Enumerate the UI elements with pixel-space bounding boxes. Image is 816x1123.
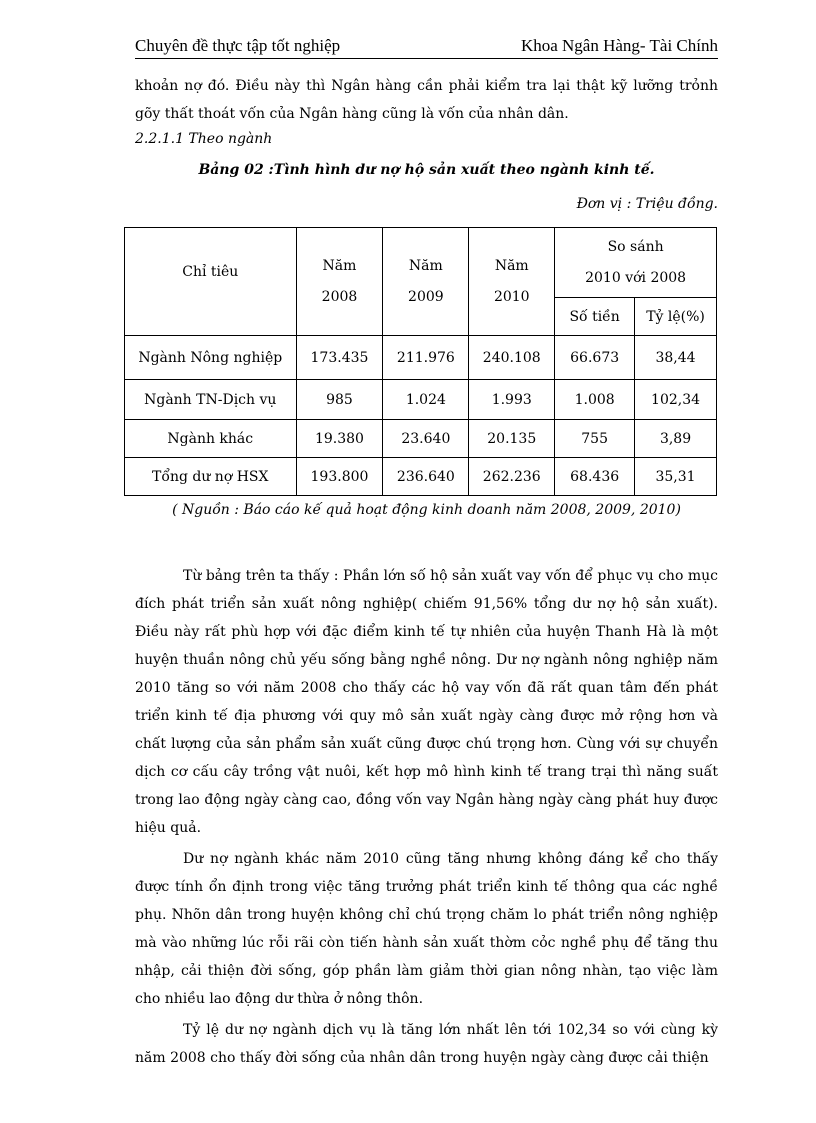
table-unit: Đơn vị : Triệu đồng. (576, 196, 718, 212)
cell-amount: 755 (555, 420, 635, 458)
header-year-2008: Năm 2008 (296, 228, 383, 336)
section-heading: 2.2.1.1 Theo ngành (135, 131, 273, 147)
header-year-2010: Năm 2010 (469, 228, 555, 336)
body-paragraph: Dư nợ ngành khác năm 2010 cũng tăng nhưng không đáng kể cho thấy được tính ổn định trong việc tăng trưởng phát triển kinh tế thông qua các nghề phụ. Nhõn dân trong huyện không chỉ chú trọng chăm lo phát triển nông nghiệp mà vào những lúc rỗi rãi còn tiến hành sản xuất thờm cỏc nghề phụ để tăng thu nhập, cải thiện đời sống, góp phần làm giảm thời gian nông nhàn, tạo việc làm cho nhiều lao động dư thừa ở nông thôn. (135, 851, 718, 1007)
page-header (135, 34, 718, 59)
cell-2008: 173.435 (296, 336, 383, 380)
cell-amount: 66.673 (555, 336, 635, 380)
body-paragraph: Tỷ lệ dư nợ ngành dịch vụ là tăng lớn nhất lên tới 102,34 so với cùng kỳ năm 2008 cho thấy đời sống của nhân dân trong huyện ngày càng được cải thiện (135, 1022, 718, 1066)
cell-2009: 211.976 (383, 336, 469, 380)
header-ratio: Tỷ lệ(%) (635, 298, 717, 336)
table-row (125, 336, 717, 380)
header-year-2009: Năm 2009 (383, 228, 469, 336)
row-label: Ngành Nông nghiệp (125, 336, 297, 380)
cell-2010: 20.135 (469, 420, 555, 458)
cell-ratio: 38,44 (635, 336, 717, 380)
cell-amount: 68.436 (555, 458, 635, 496)
table-row (125, 458, 717, 496)
cell-2010: 1.993 (469, 380, 555, 420)
row-label: Ngành khác (125, 420, 297, 458)
table-row (125, 420, 717, 458)
table-source-note: ( Nguồn : Báo cáo kế quả hoạt động kinh doanh năm 2008, 2009, 2010) (172, 502, 681, 518)
cell-ratio: 102,34 (635, 380, 717, 420)
header-amount: Số tiền (555, 298, 635, 336)
cell-2008: 985 (296, 380, 383, 420)
debt-by-sector-table (124, 227, 717, 496)
cell-2009: 23.640 (383, 420, 469, 458)
cell-2009: 236.640 (383, 458, 469, 496)
body-text (135, 562, 718, 1075)
cell-2010: 262.236 (469, 458, 555, 496)
cell-ratio: 35,31 (635, 458, 717, 496)
header-compare: So sánh 2010 với 2008 (555, 228, 717, 298)
header-right-title: Khoa Ngân Hàng- Tài Chính (520, 36, 718, 55)
intro-paragraph: khoản nợ đó. Điều này thì Ngân hàng cần phải kiểm tra lại thật kỹ lưỡng trỏnh gõy thất thoát vốn của Ngân hàng cũng là vốn của nhân dân. (135, 78, 718, 122)
cell-2008: 193.800 (296, 458, 383, 496)
row-label: Ngành TN-Dịch vụ (125, 380, 297, 420)
row-label: Tổng dư nợ HSX (125, 458, 297, 496)
cell-2010: 240.108 (469, 336, 555, 380)
cell-2008: 19.380 (296, 420, 383, 458)
cell-amount: 1.008 (555, 380, 635, 420)
header-indicator: Chỉ tiêu (125, 228, 297, 336)
cell-ratio: 3,89 (635, 420, 717, 458)
table-row (125, 380, 717, 420)
cell-2009: 1.024 (383, 380, 469, 420)
table-caption: Bảng 02 :Tình hình dư nợ hộ sản xuất theo ngành kinh tế. (198, 162, 655, 178)
body-paragraph: Từ bảng trên ta thấy : Phần lớn số hộ sản xuất vay vốn để phục vụ cho mục đích phát triển sản xuất nông nghiệp( chiếm 91,56% tổng dư nợ hộ sản xuất). Điều này rất phù hợp với đặc điểm kinh tế tự nhiên của huyện Thanh Hà là một huyện thuần nông chủ yếu sống bằng nghề nông. Dư nợ ngành nông nghiệp năm 2010 tăng so với năm 2008 cho thấy các hộ vay vốn đã rất quan tâm đến phát triển kinh tế địa phương với quy mô sản xuất ngày càng được mở rộng hơn và chất lượng của sản phẩm sản xuất cũng được chú trọng hơn. Cùng với sự chuyển dịch cơ cấu cây trồng vật nuôi, kết hợp mô hình kinh tế trang trại thì năng suất trong lao động ngày càng cao, đồng vốn vay Ngân hàng ngày càng phát huy được hiệu quả. (135, 568, 718, 836)
header-left-title: Chuyên đề thực tập tốt nghiệp (135, 36, 341, 55)
